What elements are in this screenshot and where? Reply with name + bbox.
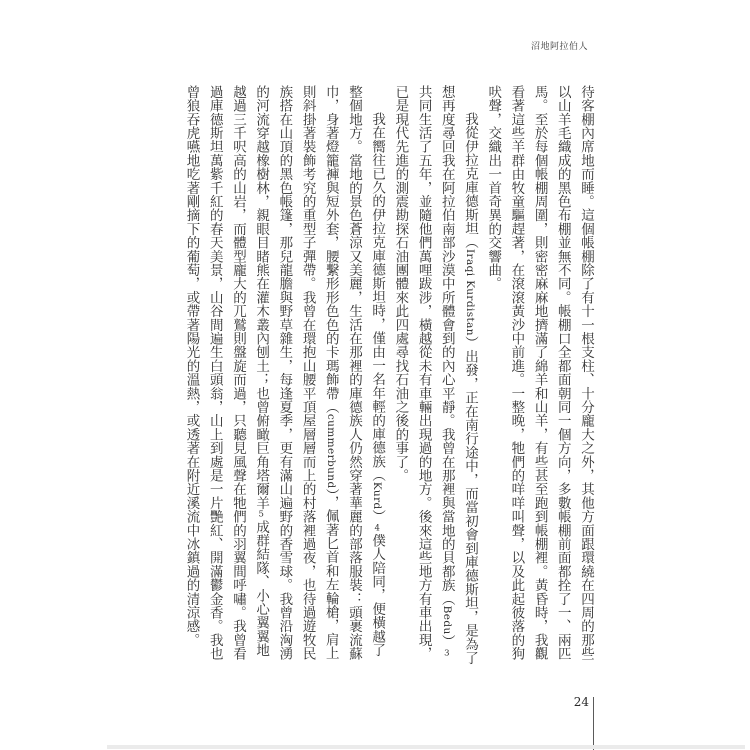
folio-rule (593, 697, 594, 750)
latin-text: Iraqi Kurdistan (463, 249, 476, 336)
text-column: 共同生活了五年，並隨他們萬哩跋涉，橫越從未有車輛出現過的地方。後來這些地方有車出現， (415, 85, 432, 661)
text-block (179, 85, 597, 670)
text-column: 看著這些羊群由牧童驅趕著，在滾滾黃沙中前進。一整晚，牠們的咩咩叫聲，以及此起彼落的狗 (508, 85, 525, 661)
text-column: 待客棚內席地而睡。這個帳棚除了有十一根支柱、十分龐大之外，其他方面跟環繞在四周的那些 (578, 85, 594, 661)
latin-text: Bedu (440, 605, 453, 635)
text-column: 過庫德斯坦萬紫千紅的春天美景，山谷間遍生白頭翁，山上到處是一片艷紅、開滿鬱金香。我也 (206, 85, 223, 661)
text-column: 族搭在山頂的黑色帳篷，那兒龍膽與野草雜生，每逢夏季，更有滿山遍野的香雪球。我曾沿洶湧 (276, 85, 293, 661)
text-column: 吠聲，交織出一首奇異的交響曲。 (485, 85, 502, 291)
text-column: 馬。至於每個帳棚周圍，則密密麻麻地擠滿了綿羊和山羊，有些甚至跑到帳棚裡。黃昏時，我觀 (531, 85, 548, 661)
latin-text: cummerbund (324, 413, 337, 489)
text-column: 越過三千呎高的山岩，而體型龐大的兀鷲則盤旋而過，只聽見風聲在牠們的羽翼間呼嘯。我曾看 (229, 85, 246, 661)
latin-text: Kurd (371, 481, 384, 510)
footnote-marker: 3 (441, 648, 452, 659)
text-column: 曾狼吞虎嚥地吃著剛摘下的葡萄，或帶著陽光的溫熱，或透著在附近溪流中冰鎮過的清涼感。 (183, 85, 200, 647)
page-edge-shadow (107, 745, 745, 749)
page-number: 24 (573, 695, 589, 709)
text-column: 巾，身著燈籠褲與短外套，腰繫形形色色的卡瑪飾帶（cummerbund），佩著匕首和左輪槍，肩上 (322, 85, 339, 660)
text-column: 我從伊拉克庫德斯坦（Iraqi Kurdistan）出發，正在南行途中，而當初會到庫德斯坦，是為了 (461, 112, 478, 665)
text-column: 想再度尋回我在阿拉伯南部沙漠中所體會到的內心平靜。我曾在那裡與當地的貝都族（Bedu）3 (438, 85, 455, 659)
text-column: 整個地方。當地的景色蒼涼又美麗，生活在那裡的庫德族人仍然穿著華麗的部落服裝：頭裹流蘇 (345, 85, 362, 661)
text-column: 我在嚮往已久的伊拉克庫德斯坦時，僅由一名年輕的庫德族（Kurd）4僕人陪同，便橫越了 (369, 112, 386, 657)
footnote-marker: 5 (256, 509, 267, 520)
footnote-marker: 4 (372, 523, 383, 534)
text-column: 已是現代先進的測震勘探石油團體來此四處尋找石油之後的事了。 (392, 85, 409, 483)
text-column: 則斜掛著裝飾考究的重型子彈帶。我曾在環抱山腰平頂屋層層而上的村落裡過夜，也待過遊牧民 (299, 85, 316, 661)
text-column: 的河流穿越橡樹林，親眼目睹熊在灌木叢內刨土；也曾俯瞰巨角塔爾羊5成群結隊、小心翼翼地 (253, 85, 270, 657)
text-column: 以山羊毛織成的黑色布棚並無不同。帳棚口全都面朝同一個方向，多數帳棚前面都拴了一、兩匹 (554, 85, 571, 661)
running-header: 沼地阿拉伯人 (530, 42, 588, 52)
